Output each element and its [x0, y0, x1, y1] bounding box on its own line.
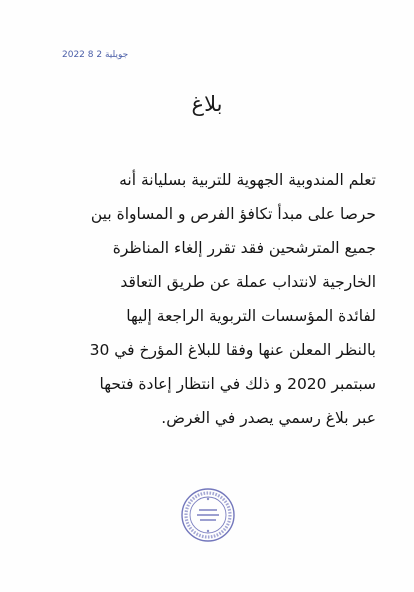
- body-line: لفائدة المؤسسات التربوية الراجعة إليها: [126, 307, 376, 325]
- announcement-body: [36, 163, 376, 435]
- body-line: تعلم المندوبية الجهوية للتربية بسليانة أنه: [119, 171, 376, 189]
- body-line: جميع المترشحين فقد تقرر إلغاء المناظرة: [112, 239, 376, 257]
- page-title: بلاغ: [191, 92, 223, 116]
- body-line: سبتمبر 2020 و ذلك في انتظار إعادة فتحها: [99, 375, 376, 393]
- body-line: عبر بلاغ رسمي يصدر في الغرض.: [161, 409, 376, 427]
- date-stamp: 2022 جويلية 2 8: [62, 50, 129, 60]
- body-line: بالنظر المعلن عنها وفقا للبلاغ المؤرخ في 30: [89, 341, 376, 359]
- body-line: الخارجية لانتداب عملة عن طريق التعاقد: [120, 273, 376, 291]
- official-seal-stamp: [180, 487, 236, 543]
- body-line: حرصا على مبدأ تكافؤ الفرص و المساواة بين: [90, 205, 376, 223]
